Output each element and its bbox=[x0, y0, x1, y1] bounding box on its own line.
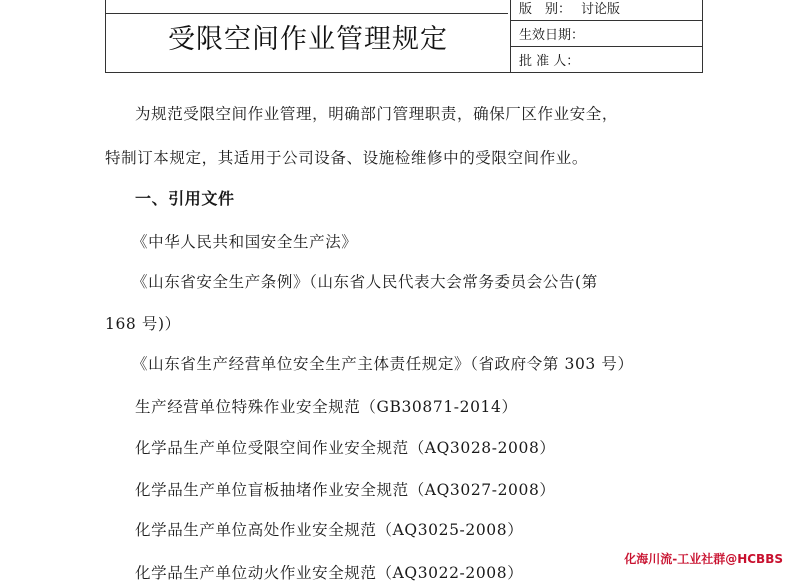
meta-effective-date-label: 生效日期： bbox=[519, 28, 585, 43]
meta-version-value: 讨论版 bbox=[581, 2, 621, 17]
document-title: 受限空间作业管理规定 bbox=[106, 0, 511, 73]
section-heading-references: 一、引用文件 bbox=[135, 189, 235, 208]
reference-item-continuation: 168 号)） bbox=[105, 315, 181, 333]
reference-item: 《山东省生产经营单位安全生产主体责任规定》（省政府令第 303 号） bbox=[132, 355, 634, 373]
watermark-text: 化海川流-工业社群@HCBBS bbox=[624, 552, 783, 566]
document-header-table bbox=[105, 0, 703, 73]
meta-effective-date bbox=[511, 21, 703, 47]
reference-item: 生产经营单位特殊作业安全规范（GB30871-2014） bbox=[135, 398, 518, 416]
meta-approver-label: 批 准 人： bbox=[519, 54, 580, 69]
intro-paragraph-line-1: 为规范受限空间作业管理，明确部门管理职责，确保厂区作业安全， bbox=[135, 105, 619, 123]
intro-paragraph-line-2: 特制订本规定，其适用于公司设备、设施检维修中的受限空间作业。 bbox=[105, 149, 589, 167]
reference-item: 化学品生产单位动火作业安全规范（AQ3022-2008） bbox=[135, 564, 524, 582]
reference-item: 《山东省安全生产条例》（山东省人民代表大会常务委员会公告(第 bbox=[132, 273, 598, 291]
reference-item: 化学品生产单位高处作业安全规范（AQ3025-2008） bbox=[135, 521, 524, 539]
reference-item: 化学品生产单位盲板抽堵作业安全规范（AQ3027-2008） bbox=[135, 481, 556, 499]
meta-version bbox=[511, 0, 703, 21]
meta-approver bbox=[511, 47, 703, 73]
reference-item: 化学品生产单位受限空间作业安全规范（AQ3028-2008） bbox=[135, 439, 556, 457]
meta-version-label: 版 别： bbox=[519, 2, 572, 17]
reference-item: 《中华人民共和国安全生产法》 bbox=[132, 233, 358, 251]
